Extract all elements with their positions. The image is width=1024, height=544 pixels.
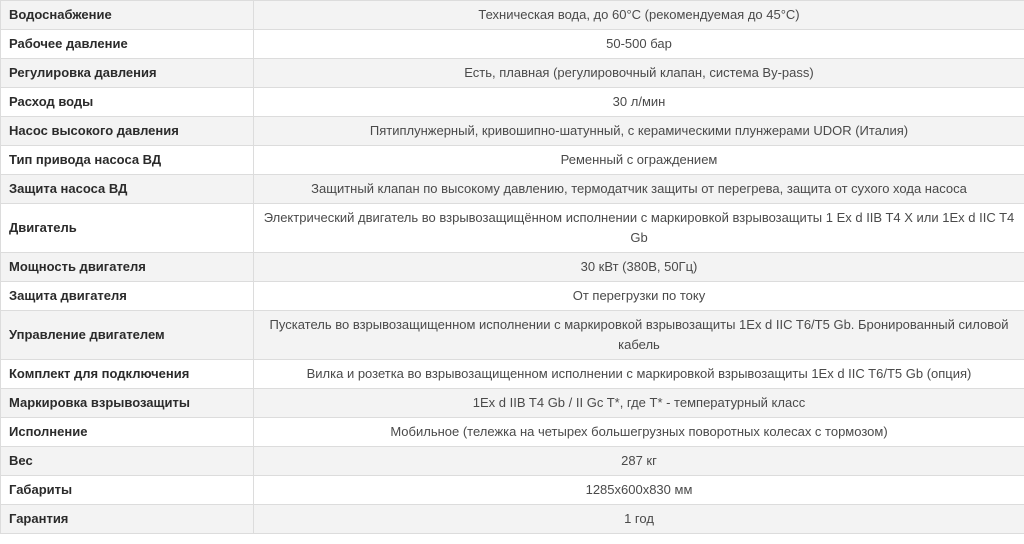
spec-value: Есть, плавная (регулировочный клапан, система By-pass): [254, 59, 1024, 88]
table-row: [1, 146, 1024, 175]
spec-value: 1285х600х830 мм: [254, 476, 1024, 505]
spec-key: Регулировка давления: [1, 59, 254, 88]
spec-value: Техническая вода, до 60°С (рекомендуемая до 45°С): [254, 1, 1024, 30]
spec-value: 30 кВт (380В, 50Гц): [254, 253, 1024, 282]
spec-key: Насос высокого давления: [1, 117, 254, 146]
table-row: [1, 505, 1024, 534]
table-row: [1, 30, 1024, 59]
table-row: [1, 360, 1024, 389]
spec-value: Ременный с ограждением: [254, 146, 1024, 175]
spec-key: Комплект для подключения: [1, 360, 254, 389]
table-row: [1, 117, 1024, 146]
spec-value: 50-500 бар: [254, 30, 1024, 59]
spec-key: Рабочее давление: [1, 30, 254, 59]
spec-key: Исполнение: [1, 418, 254, 447]
spec-value: Мобильное (тележка на четырех большегрузных поворотных колесах с тормозом): [254, 418, 1024, 447]
spec-value: 1 год: [254, 505, 1024, 534]
spec-key: Защита насоса ВД: [1, 175, 254, 204]
spec-key: Управление двигателем: [1, 311, 254, 360]
spec-key: Тип привода насоса ВД: [1, 146, 254, 175]
spec-value: Защитный клапан по высокому давлению, термодатчик защиты от перегрева, защита от сухого хода насоса: [254, 175, 1024, 204]
table-row: [1, 59, 1024, 88]
spec-key: Водоснабжение: [1, 1, 254, 30]
spec-value: Вилка и розетка во взрывозащищенном исполнении с маркировкой взрывозащиты 1Ex d IIC T6/T5 Gb (опция): [254, 360, 1024, 389]
spec-key: Двигатель: [1, 204, 254, 253]
spec-key: Вес: [1, 447, 254, 476]
spec-value: 30 л/мин: [254, 88, 1024, 117]
spec-value: Пускатель во взрывозащищенном исполнении с маркировкой взрывозащиты 1Ex d IIC T6/T5 Gb. Бронированный силовой кабель: [254, 311, 1024, 360]
spec-key: Габариты: [1, 476, 254, 505]
spec-value: Электрический двигатель во взрывозащищённом исполнении с маркировкой взрывозащиты 1 Ex d IIB T4 X или 1Ex d IIC T4 Gb: [254, 204, 1024, 253]
table-row: [1, 447, 1024, 476]
spec-key: Гарантия: [1, 505, 254, 534]
table-row: [1, 282, 1024, 311]
spec-value: От перегрузки по току: [254, 282, 1024, 311]
table-row: [1, 389, 1024, 418]
spec-key: Расход воды: [1, 88, 254, 117]
table-row: [1, 418, 1024, 447]
table-row: [1, 1, 1024, 30]
table-row: [1, 476, 1024, 505]
spec-key: Маркировка взрывозащиты: [1, 389, 254, 418]
spec-key: Защита двигателя: [1, 282, 254, 311]
table-row: [1, 204, 1024, 253]
spec-value: Пятиплунжерный, кривошипно-шатунный, с керамическими плунжерами UDOR (Италия): [254, 117, 1024, 146]
table-row: [1, 175, 1024, 204]
table-row: [1, 253, 1024, 282]
table-row: [1, 88, 1024, 117]
table-row: [1, 311, 1024, 360]
spec-key: Мощность двигателя: [1, 253, 254, 282]
spec-value: 287 кг: [254, 447, 1024, 476]
spec-value: 1Ex d IIB T4 Gb / II Gc T*, где T* - температурный класс: [254, 389, 1024, 418]
